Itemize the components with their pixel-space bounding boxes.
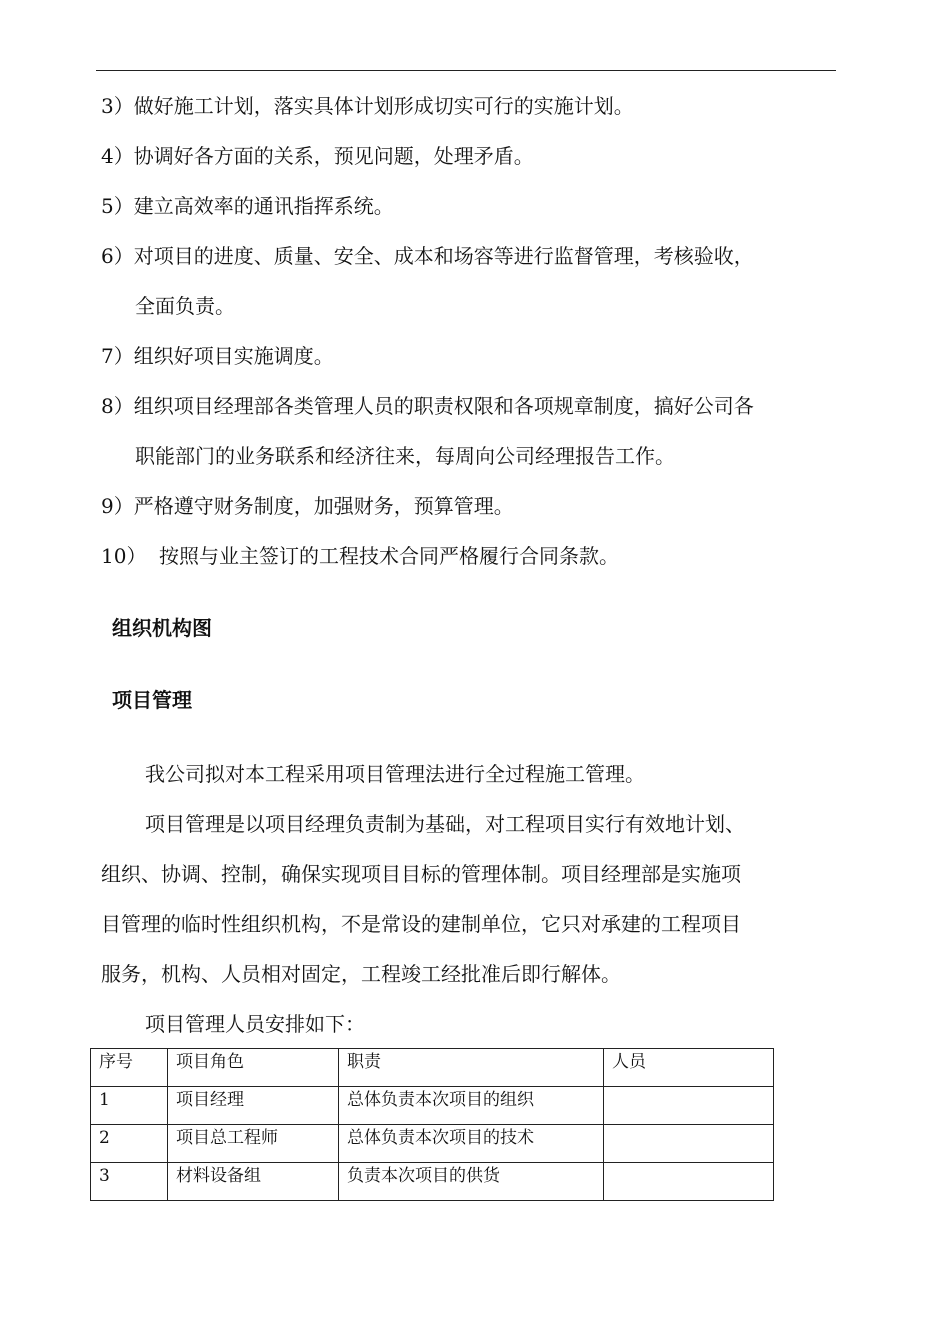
- table-header-cell: 职责: [339, 1049, 604, 1087]
- list-item: [101, 542, 619, 570]
- heading-org-chart: 组织机构图: [112, 616, 212, 640]
- table-row: [91, 1125, 774, 1163]
- list-item-continuation: 全面负责。: [135, 294, 235, 318]
- list-item-number: 8）: [101, 394, 134, 418]
- table-cell: [604, 1087, 774, 1125]
- list-item-number: 7）: [101, 344, 134, 368]
- list-item-number: 9）: [101, 494, 134, 518]
- paragraph-intro: 我公司拟对本工程采用项目管理法进行全过程施工管理。: [145, 762, 645, 786]
- table-cell: 3: [91, 1163, 168, 1201]
- list-item: [101, 492, 514, 520]
- list-item-text: 对项目的进度、质量、安全、成本和场容等进行监督管理，考核验收，: [133, 244, 754, 268]
- list-item: [101, 92, 634, 120]
- list-item-text: 严格遵守财务制度，加强财务，预算管理。: [133, 494, 514, 518]
- list-item-number: 10）: [101, 544, 147, 568]
- table-cell: 负责本次项目的供货: [339, 1163, 604, 1201]
- table-cell: [604, 1163, 774, 1201]
- table-cell: 1: [91, 1087, 168, 1125]
- table-header-cell: 人员: [604, 1049, 774, 1087]
- table-cell: 项目总工程师: [168, 1125, 339, 1163]
- list-item-text: 组织好项目实施调度。: [133, 344, 334, 368]
- list-item-text: 组织项目经理部各类管理人员的职责权限和各项规章制度，搞好公司各: [133, 394, 754, 418]
- table-row: [91, 1163, 774, 1201]
- table-cell: 总体负责本次项目的技术: [339, 1125, 604, 1163]
- table-cell: 2: [91, 1125, 168, 1163]
- list-item-text: 建立高效率的通讯指挥系统。: [133, 194, 394, 218]
- list-item: [101, 392, 754, 420]
- paragraph-line: 目管理的临时性组织机构，不是常设的建制单位，它只对承建的工程项目: [101, 912, 741, 936]
- paragraph-table-intro: 项目管理人员安排如下：: [145, 1012, 365, 1036]
- list-item: [101, 242, 754, 270]
- table-cell: 材料设备组: [168, 1163, 339, 1201]
- paragraph-line: 项目管理是以项目经理负责制为基础，对工程项目实行有效地计划、: [145, 812, 745, 836]
- list-item: [101, 342, 334, 370]
- list-item-continuation: 职能部门的业务联系和经济往来，每周向公司经理报告工作。: [135, 444, 675, 468]
- paragraph-line: 组织、协调、控制，确保实现项目目标的管理体制。项目经理部是实施项: [101, 862, 741, 886]
- list-item-number: 4）: [101, 144, 134, 168]
- staff-table: [90, 1048, 774, 1201]
- table-cell: 项目经理: [168, 1087, 339, 1125]
- list-item-text: 按照与业主签订的工程技术合同严格履行合同条款。: [159, 544, 619, 568]
- paragraph-line: 服务，机构、人员相对固定，工程竣工经批准后即行解体。: [101, 962, 621, 986]
- table-cell: [604, 1125, 774, 1163]
- list-item: [101, 142, 534, 170]
- header-rule: [96, 70, 836, 71]
- list-item-number: 6）: [101, 244, 134, 268]
- list-item-text: 协调好各方面的关系，预见问题，处理矛盾。: [133, 144, 534, 168]
- table-row: [91, 1087, 774, 1125]
- table-header-cell: 项目角色: [168, 1049, 339, 1087]
- list-item-number: 5）: [101, 194, 134, 218]
- heading-project-management: 项目管理: [112, 688, 192, 712]
- list-item-text: 做好施工计划，落实具体计划形成切实可行的实施计划。: [133, 94, 634, 118]
- list-item: [101, 192, 394, 220]
- table-header-cell: 序号: [91, 1049, 168, 1087]
- table-header-row: [91, 1049, 774, 1087]
- table-cell: 总体负责本次项目的组织: [339, 1087, 604, 1125]
- list-item-number: 3）: [101, 94, 134, 118]
